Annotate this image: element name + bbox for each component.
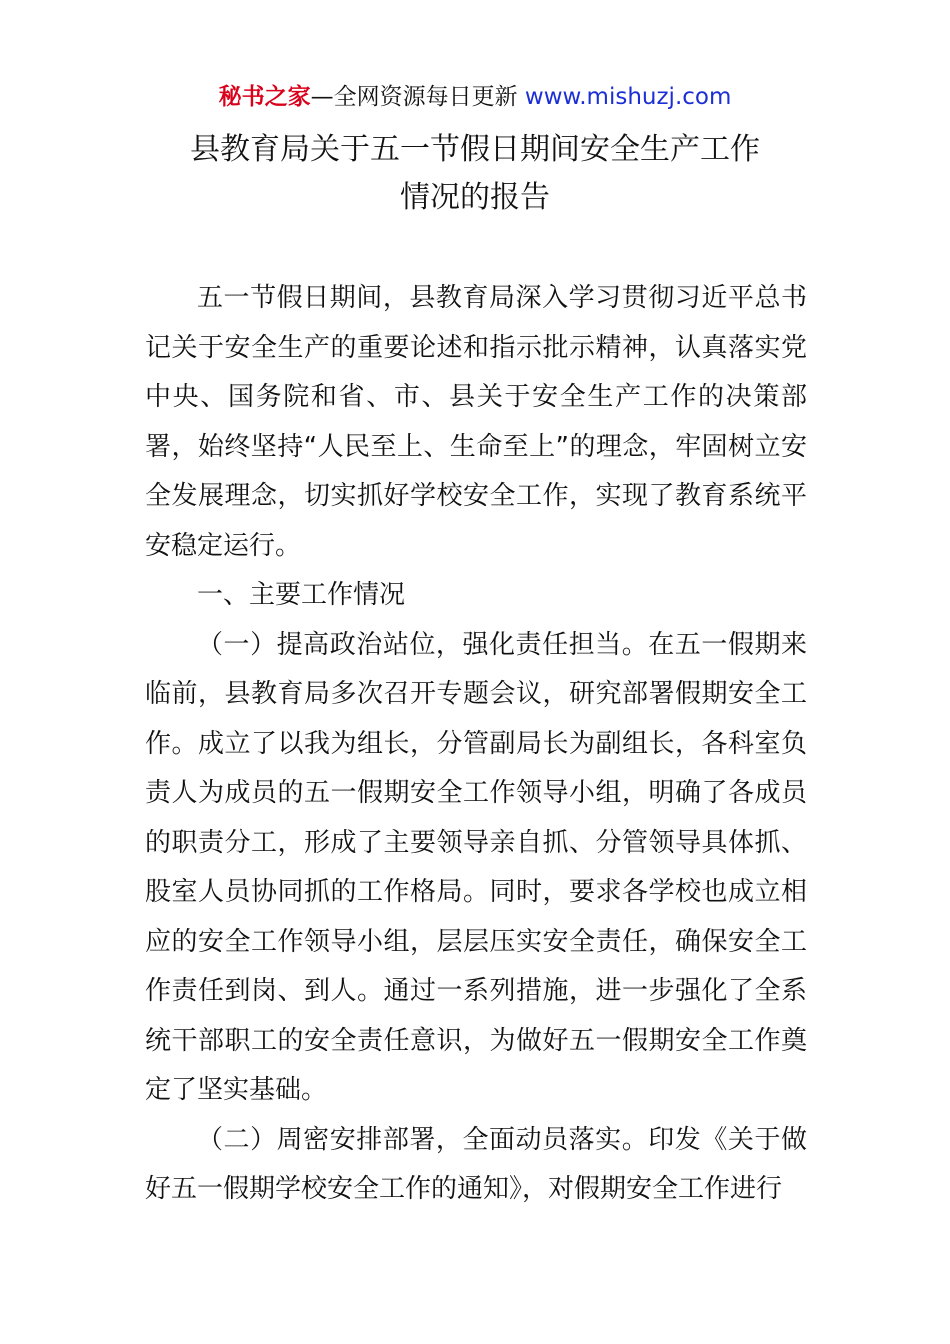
header-slogan: —全网资源每日更新 bbox=[310, 84, 525, 110]
title-line-1: 县教育局关于五一节假日期间安全生产工作 bbox=[190, 132, 760, 167]
brand-name: 秘书之家 bbox=[218, 84, 311, 110]
document-body bbox=[145, 274, 807, 1215]
document-title bbox=[0, 126, 950, 222]
site-header bbox=[0, 82, 950, 112]
body-paragraph: （一）提高政治站位，强化责任担当。在五一假期来临前，县教育局多次召开专题会议，研究部署假期安全工作。成立了以我为组长，分管副局长为副组长，各科室负责人为成员的五一假期安全工作领导小组，明确了各成员的职责分工，形成了主要领导亲自抓、分管领导具体抓、股室人员协同抓的工作格局。同时，要求各学校也成立相应的安全工作领导小组，层层压实安全责任，确保安全工作责任到岗、到人。通过一系列措施，进一步强化了全系统干部职工的安全责任意识，为做好五一假期安全工作奠定了坚实基础。 bbox=[145, 629, 807, 1105]
site-url-link[interactable]: www.mishuzj.com bbox=[524, 84, 732, 110]
section-heading: 一、主要工作情况 bbox=[197, 580, 406, 610]
body-paragraph: （二）周密安排部署，全面动员落实。印发《关于做好五一假期学校安全工作的通知》，对假期安全工作进行 bbox=[145, 1124, 807, 1204]
title-line-2: 情况的报告 bbox=[400, 180, 550, 215]
intro-paragraph: 五一节假日期间，县教育局深入学习贯彻习近平总书记关于安全生产的重要论述和指示批示精神，认真落实党中央、国务院和省、市、县关于安全生产工作的决策部署，始终坚持“人民至上、生命至上”的理念，牢固树立安全发展理念，切实抓好学校安全工作，实现了教育系统平安稳定运行。 bbox=[145, 283, 807, 561]
